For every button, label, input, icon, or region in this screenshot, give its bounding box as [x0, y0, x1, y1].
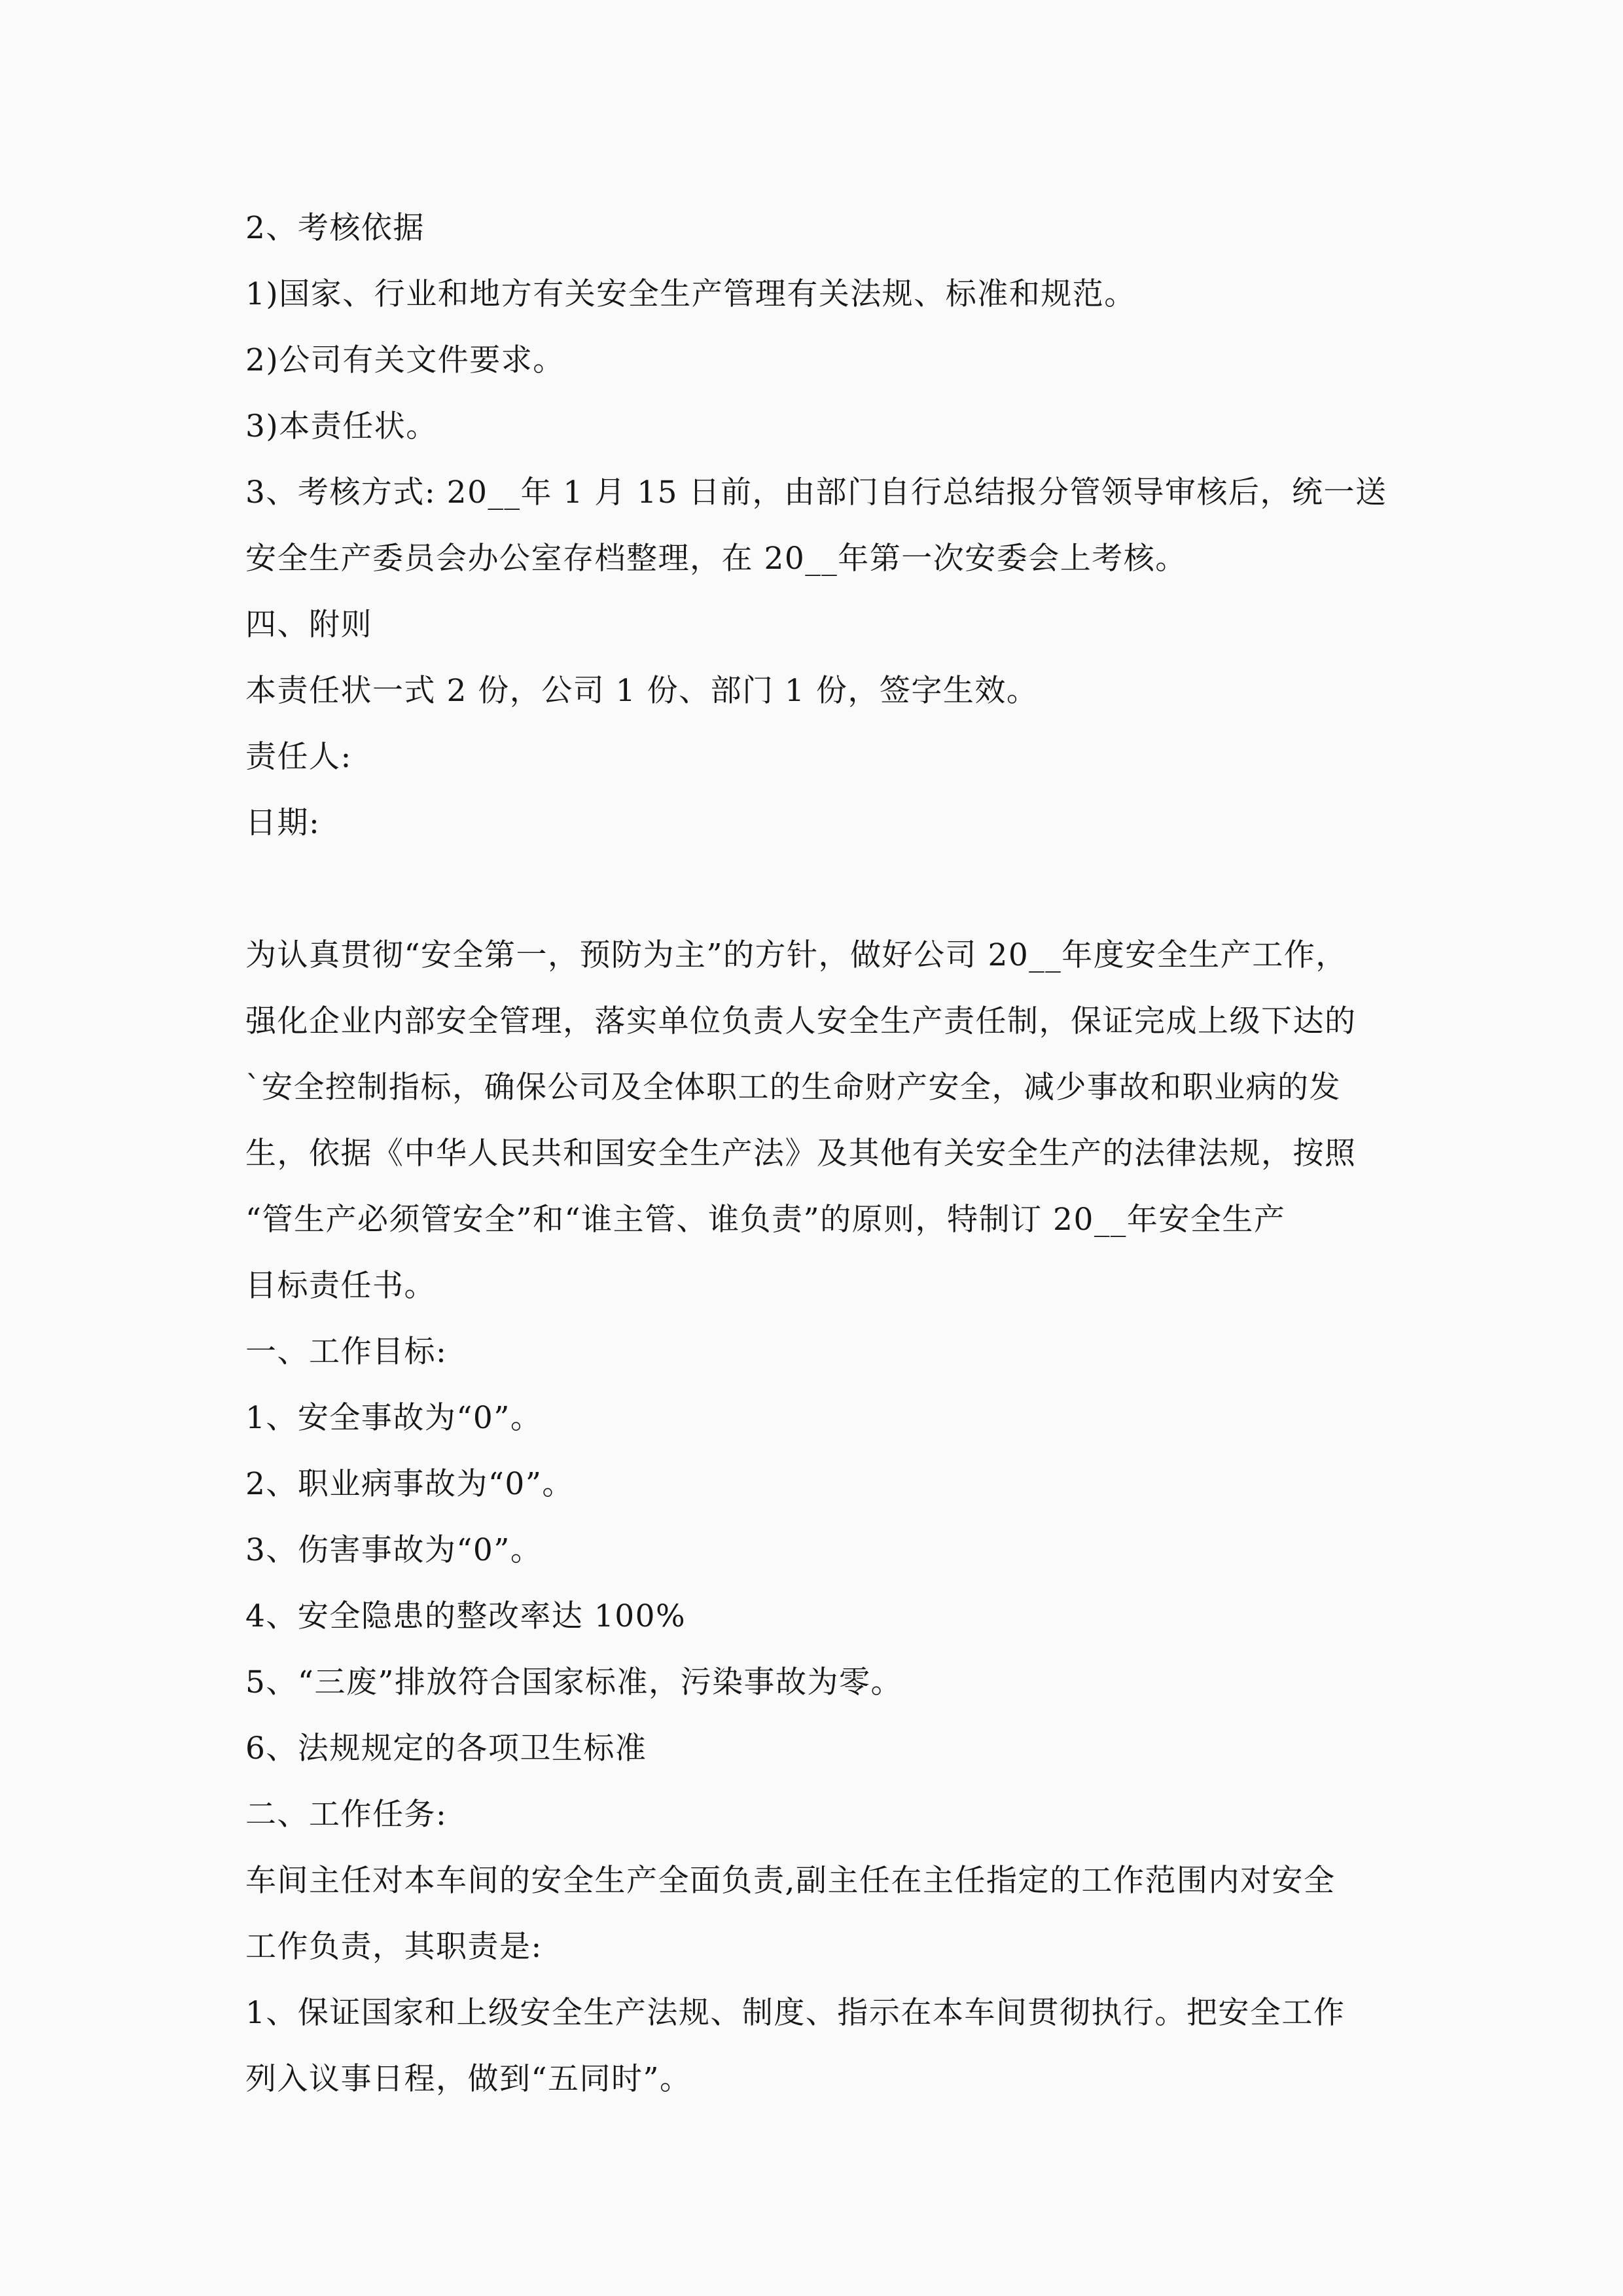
document-line: “管生产必须管安全”和“谁主管、谁负责”的原则，特制订 20__年安全生产 — [245, 1202, 1286, 1238]
document-line: 3)本责任状。 — [245, 408, 438, 444]
document-line: 6、法规规定的各项卫生标准 — [245, 1731, 647, 1767]
document-line: 一、工作目标: — [245, 1334, 448, 1370]
document-body — [245, 195, 1400, 2112]
document-line: 目标责任书。 — [245, 1268, 436, 1304]
document-line: 安全生产委员会办公室存档整理，在 20__年第一次安委会上考核。 — [245, 541, 1187, 577]
document-line: 为认真贯彻“安全第一，预防为主”的方针，做好公司 20__年度安全生产工作， — [245, 937, 1347, 973]
document-line: 3、伤害事故为“0”。 — [245, 1532, 543, 1568]
document-line: 2、考核依据 — [245, 210, 425, 246]
document-line: 强化企业内部安全管理，落实单位负责人安全生产责任制，保证完成上级下达的 — [245, 1003, 1357, 1039]
document-line: 四、附则 — [245, 607, 372, 643]
document-line: 3、考核方式: 20__年 1 月 15 日前，由部门自行总结报分管领导审核后，统一送 — [245, 475, 1387, 511]
document-line: 车间主任对本车间的安全生产全面负责,副主任在主任指定的工作范围内对安全 — [245, 1863, 1336, 1899]
document-line: 本责任状一式 2 份，公司 1 份、部门 1 份，签字生效。 — [245, 673, 1039, 709]
document-line: 1、安全事故为“0”。 — [245, 1400, 543, 1436]
document-line: 2、职业病事故为“0”。 — [245, 1466, 574, 1502]
blank-line — [245, 856, 1400, 922]
document-line: 二、工作任务: — [245, 1797, 448, 1833]
document-line: 1)国家、行业和地方有关安全生产管理有关法规、标准和规范。 — [245, 276, 1136, 312]
document-line: 日期: — [245, 805, 321, 841]
document-line: 列入议事日程，做到“五同时”。 — [245, 2061, 692, 2097]
document-line: 工作负责，其职责是: — [245, 1929, 543, 1965]
document-line: 1、保证国家和上级安全生产法规、制度、指示在本车间贯彻执行。把安全工作 — [245, 1995, 1346, 2031]
document-line: 生，依据《中华人民共和国安全生产法》及其他有关安全生产的法律法规，按照 — [245, 1136, 1357, 1172]
document-line: 责任人: — [245, 739, 352, 775]
document-line: 4、安全隐患的整改率达 100% — [245, 1598, 687, 1634]
document-line: `安全控制指标，确保公司及全体职工的生命财产安全，减少事故和职业病的发 — [245, 1069, 1341, 1105]
document-line: 5、“三废”排放符合国家标准，污染事故为零。 — [245, 1664, 902, 1700]
document-line: 2)公司有关文件要求。 — [245, 342, 565, 378]
